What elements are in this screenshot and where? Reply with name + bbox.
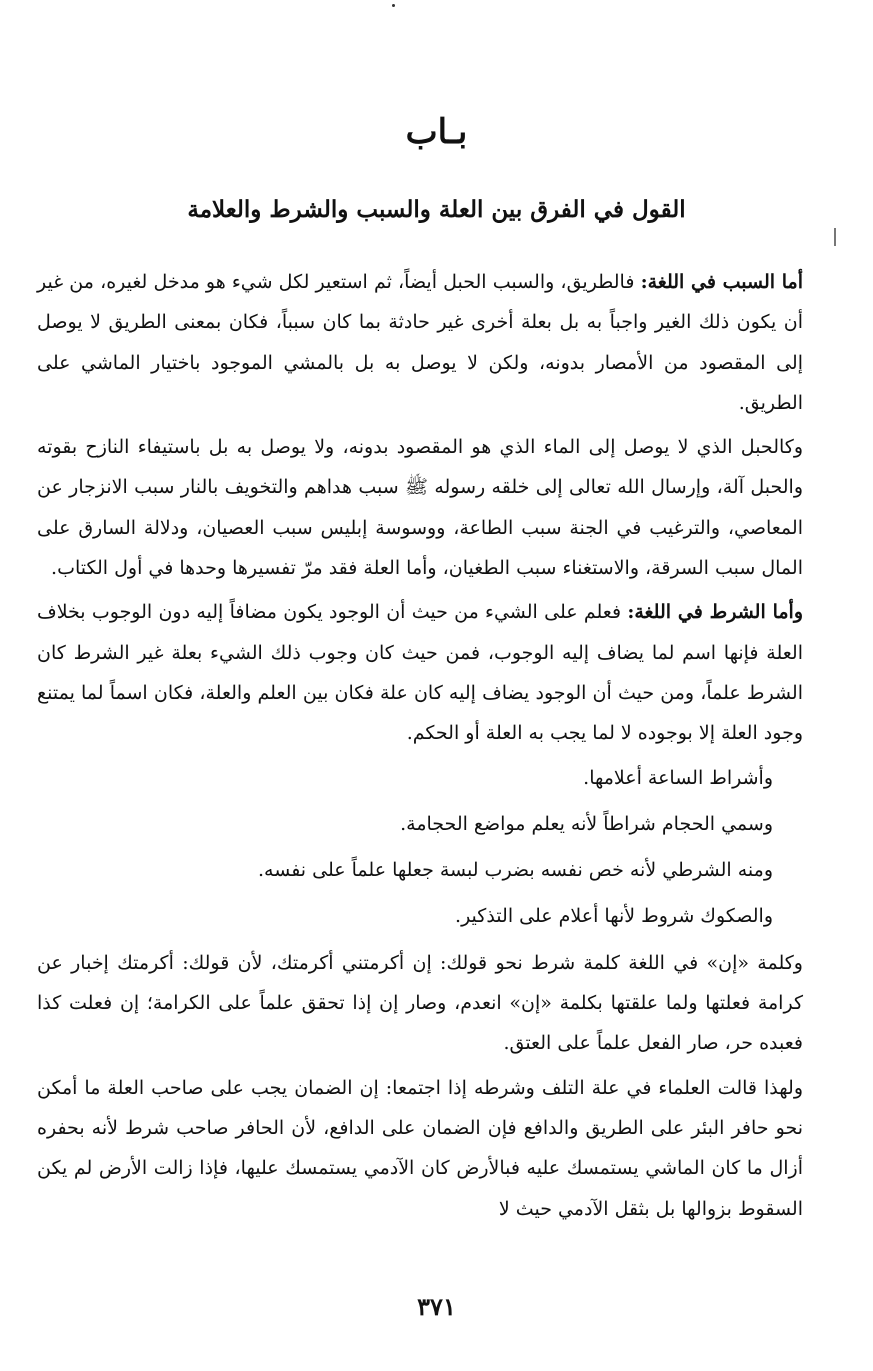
paragraph-text: وأشراط الساعة أعلامها.: [583, 766, 773, 789]
paragraph-text: ومنه الشرطي لأنه خص نفسه بضرب لبسة جعلها علماً على نفسه.: [258, 859, 773, 882]
paragraph-rope-example: [37, 427, 833, 588]
paragraph-text: وسمي الحجام شراطاً لأنه يعلم مواضع الحجامة.: [400, 812, 773, 835]
page-number: ٣٧١: [417, 1292, 456, 1321]
paragraph-signs-of-hour: [37, 758, 833, 798]
paragraph-text: ولهذا قالت العلماء في علة التلف وشرطه إذا اجتمعا: إن الضمان يجب على صاحب العلة ما أمكن نحو حافر البئر على الطريق والدافع فإن الضمان على الدافع، لأن الحافر صاحب شرط لأنه بحفره أزال ما كان الماشي يستمسك عليه فبالأرض كان الآدمي يستمسك عليها، فإذا زالت الأرض لم يكن السقوط بزوالها بل بثقل الآدمي حيث لا: [37, 1076, 803, 1220]
top-dot-mark: [392, 4, 395, 7]
paragraph-text: والصكوك شروط لأنها أعلام على التذكير.: [455, 905, 773, 928]
section-title: القول في الفرق بين العلة والسبب والشرط والعلامة: [187, 196, 686, 223]
paragraph-lead: وأما الشرط في اللغة:: [627, 601, 804, 624]
paragraph-text: فعلم على الشيء من حيث أن الوجود يكون مضافاً إليه دون الوجوب بخلاف العلة فإنها اسم لما يضاف إليه الوجوب، فمن حيث كان وجوب ذلك الشيء بعلة غير الشرط كان الشرط علماً، ومن حيث أن الوجود يضاف إليه كان علة فكان بين العلم والعلة، فكان اسماً لما يمتنع وجود العلة إلا بوجوده لا لما يجب به العلة أو الحكم.: [37, 601, 803, 745]
paragraph-cause-definition: [37, 262, 833, 423]
body-text: [37, 262, 833, 1233]
paragraph-policeman: [37, 850, 833, 890]
chapter-title: بـاب: [405, 112, 468, 152]
paragraph-text: وكالحبل الذي لا يوصل إلى الماء الذي هو المقصود بدونه، ولا يوصل به بل باستيفاء النازح بقوته والحبل آلة، وإرسال الله تعالى إلى خلقه رسوله ﷺ سبب هداهم والتخويف بالنار سبب الانزجار عن المعاصي، والترغيب في الجنة سبب الطاعة، ووسوسة إبليس سبب العصيان، ودلالة السارق على المال سبب السرقة، والاستغناء سبب الطغيان، وأما العلة فقد مرّ تفسيرها وحدها في أول الكتاب.: [37, 436, 803, 580]
paragraph-deeds: [37, 896, 833, 936]
paragraph-cupper: [37, 804, 833, 844]
paragraph-text: فالطريق، والسبب الحبل أيضاً، ثم استعير لكل شيء هو مدخل لغيره، من غير أن يكون ذلك الغير واجباً به بل بعلة أخرى غير حادثة بما كان سبباً، فكان بمعنى الطريق لا يوصل إلى المقصود من الأمصار بدونه، ولكن لا يوصل به بل بالمشي الموجود باختيار الماشي على الطريق.: [37, 271, 803, 414]
margin-mark: [834, 228, 836, 246]
paragraph-condition-definition: [37, 592, 833, 753]
paragraph-text: وكلمة «إن» في اللغة كلمة شرط نحو قولك: إن أكرمتني أكرمتك، لأن قولك: أكرمتك إخبار عن كرامة فعلتها ولما علقتها بكلمة «إن» انعدم، وصار إن إذا تحقق علماً على الكرامة؛ إن فعلت كذا فعبده حر، صار الفعل علماً على العتق.: [37, 951, 803, 1055]
paragraph-scholars: [37, 1068, 833, 1229]
paragraph-lead: أما السبب في اللغة:: [640, 271, 804, 293]
paragraph-word-in: [37, 943, 833, 1064]
